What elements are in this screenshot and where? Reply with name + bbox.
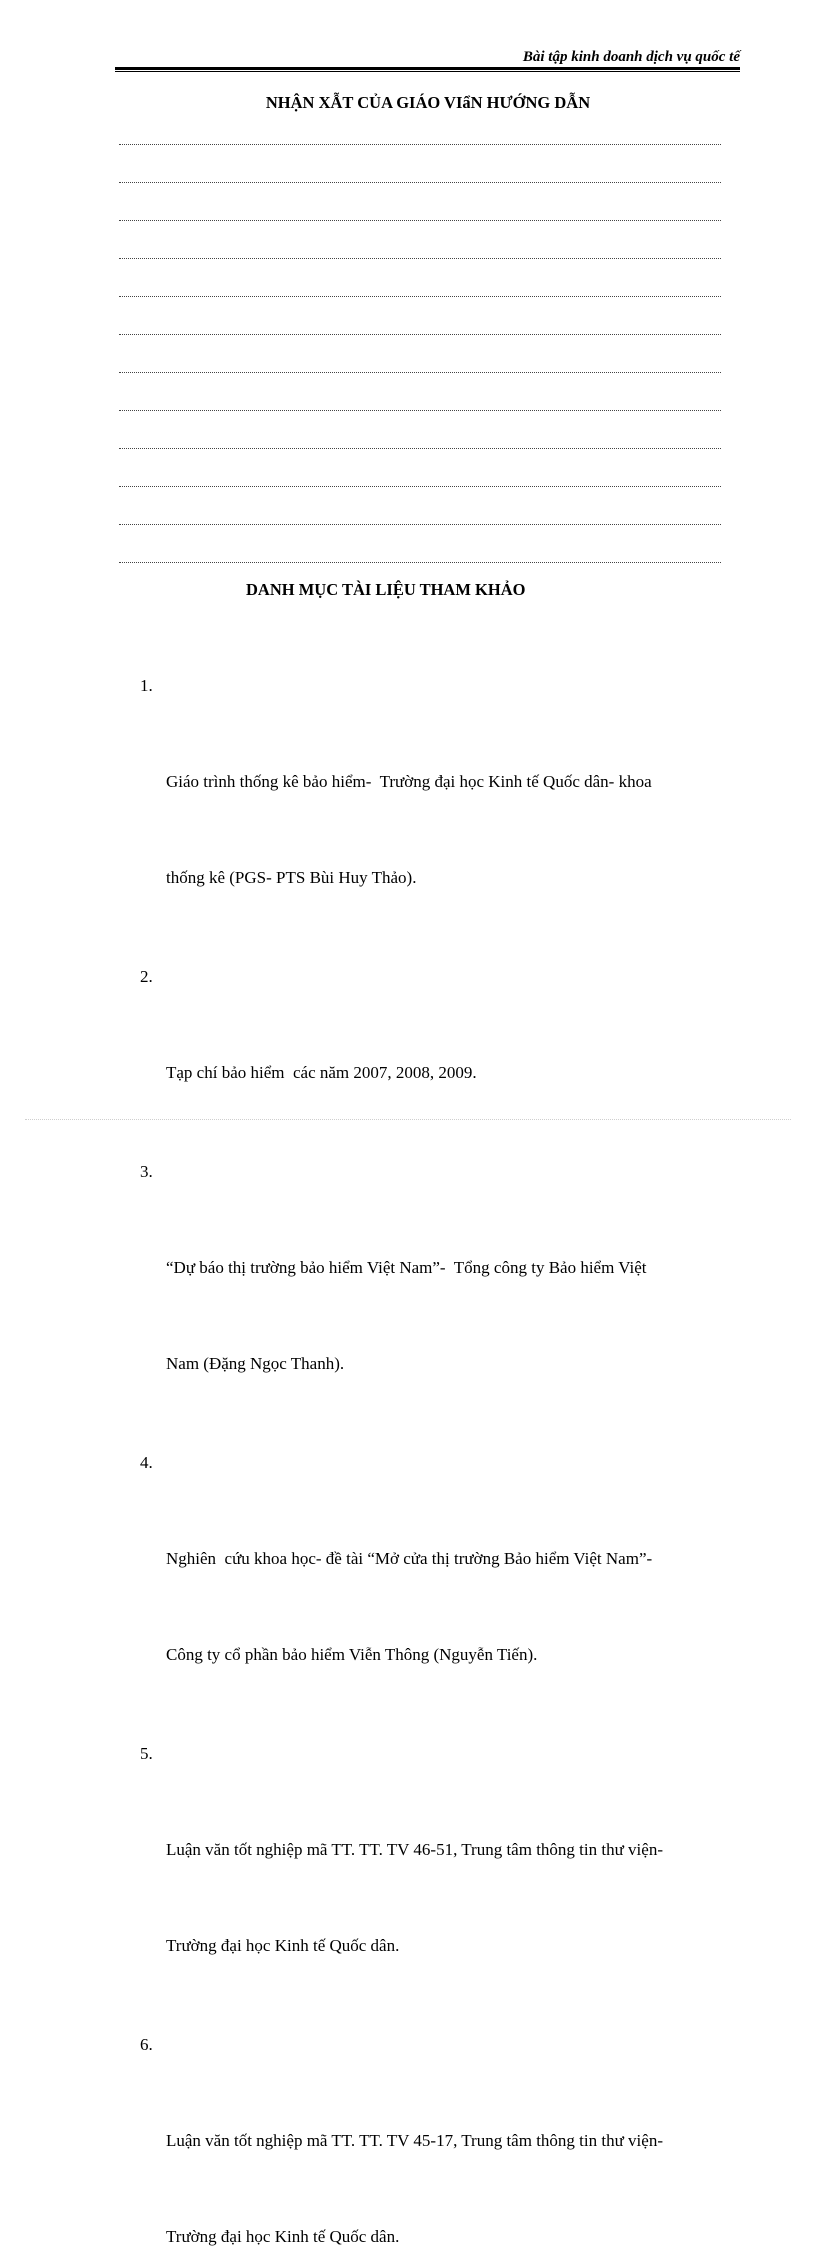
comment-dotted-line	[119, 144, 721, 145]
reference-line: Luận văn tốt nghiệp mã TT. TT. TV 45-17, Trung tâm thông tin thư viện-	[166, 2131, 663, 2150]
footer-dotted-rule	[25, 1119, 791, 1120]
comment-dotted-line	[119, 182, 721, 183]
comment-dotted-line	[119, 334, 721, 335]
comment-dotted-line	[119, 562, 721, 563]
reference-line: Trường đại học Kinh tế Quốc dân.	[166, 1936, 400, 1955]
reference-number: 5.	[140, 1744, 153, 1763]
reference-item	[136, 670, 736, 958]
comment-dotted-line	[119, 220, 721, 221]
comment-dotted-line	[119, 410, 721, 411]
reference-number: 2.	[140, 967, 153, 986]
references-heading: DANH MỤC TÀI LIỆU THAM KHẢO	[246, 580, 526, 599]
reference-number: 1.	[140, 676, 153, 695]
comment-dotted-line	[119, 486, 721, 487]
reference-line: Tạp chí bảo hiểm các năm 2007, 2008, 2009.	[166, 1063, 477, 1082]
comment-dotted-line	[119, 258, 721, 259]
reference-line: Nam (Đặng Ngọc Thanh).	[166, 1354, 345, 1373]
references-list	[136, 670, 736, 2246]
reference-line: Giáo trình thống kê bảo hiểm- Trường đại học Kinh tế Quốc dân- khoa	[166, 772, 652, 791]
reference-number: 6.	[140, 2035, 153, 2054]
reference-item	[136, 1738, 736, 2026]
running-header-title: Bài tập kinh doanh dịch vụ quốc tế	[522, 49, 740, 65]
reference-line: Luận văn tốt nghiệp mã TT. TT. TV 46-51, Trung tâm thông tin thư viện-	[166, 1840, 663, 1859]
reference-item	[136, 961, 736, 1153]
reference-item	[136, 2029, 736, 2246]
reference-number: 3.	[140, 1162, 153, 1181]
comment-dotted-line	[119, 296, 721, 297]
header-rule-thin	[115, 71, 740, 72]
comments-heading: NHẬN XẪT CỦA GIÁO VIẩN HƯỚNG DẪN	[265, 93, 591, 112]
reference-line: Trường đại học Kinh tế Quốc dân.	[166, 2227, 400, 2246]
reference-line: Công ty cổ phần bảo hiểm Viễn Thông (Nguyễn Tiến).	[166, 1645, 538, 1664]
reference-number: 4.	[140, 1453, 153, 1472]
header-rule-thick	[115, 67, 740, 70]
comment-dotted-line	[119, 372, 721, 373]
reference-line: Nghiên cứu khoa học- đề tài “Mở cửa thị trường Bảo hiểm Việt Nam”-	[166, 1549, 653, 1568]
reference-item	[136, 1156, 736, 1444]
reference-item	[136, 1447, 736, 1735]
reference-line: thống kê (PGS- PTS Bùi Huy Thảo).	[166, 868, 417, 887]
comment-dotted-line	[119, 448, 721, 449]
comment-dotted-line	[119, 524, 721, 525]
reference-line: “Dự báo thị trường bảo hiểm Việt Nam”- Tổng công ty Bảo hiểm Việt	[166, 1258, 647, 1277]
